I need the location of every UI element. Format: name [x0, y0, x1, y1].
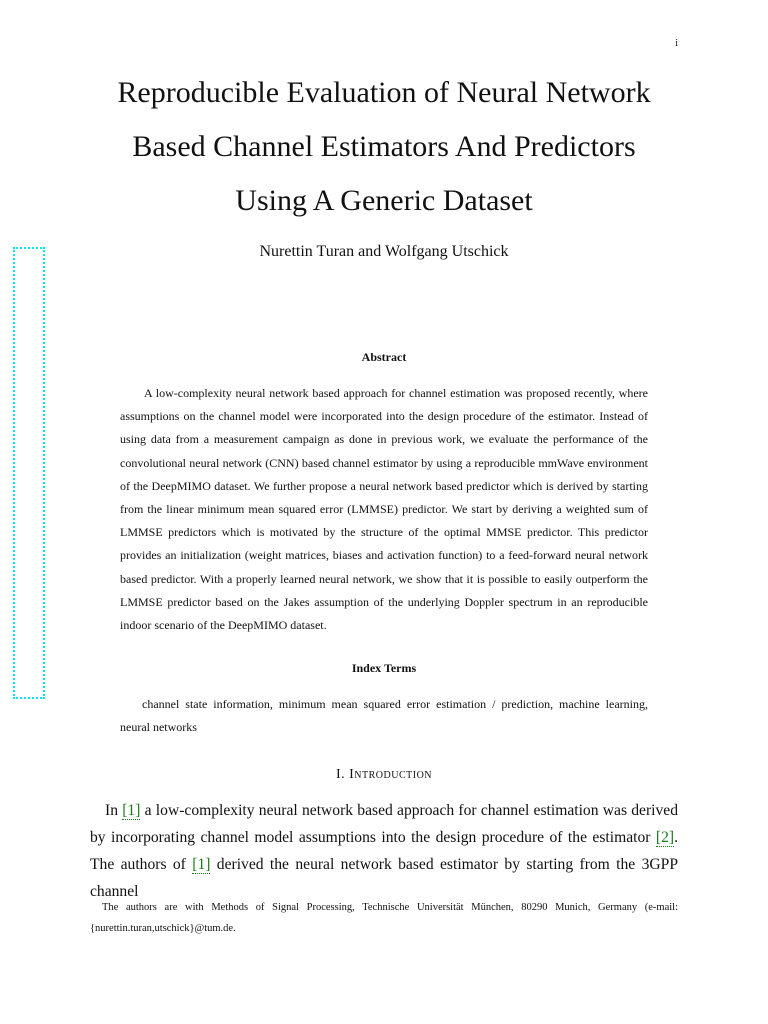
- title-line-2: Based Channel Estimators And Predictors: [132, 130, 636, 163]
- citation-link[interactable]: [1]: [192, 856, 211, 873]
- introduction-paragraph: [90, 797, 678, 905]
- index-terms-text: channel state information, minimum mean squared error estimation / prediction, machine learning, neural networks: [120, 697, 648, 734]
- intro-text-segment: derived the neural network based estimator by starting from the 3GPP channel: [90, 856, 678, 900]
- intro-text-segment: a low-complexity neural network based approach for channel estimation was derived by incorporating channel model assumptions into the design procedure of the estimator: [90, 802, 678, 846]
- abstract-heading: Abstract: [361, 350, 407, 364]
- citation-link[interactable]: [1]: [122, 802, 141, 819]
- citation-link[interactable]: [2]: [655, 829, 675, 846]
- page-number: i: [675, 38, 678, 49]
- index-terms-heading: Index Terms: [351, 661, 417, 675]
- intro-text-segment: . The authors of: [90, 829, 678, 873]
- title-line-1: Reproducible Evaluation of Neural Network: [117, 76, 651, 109]
- authors: Nurettin Turan and Wolfgang Utschick: [259, 243, 509, 260]
- section-heading-introduction: I. Introduction: [335, 767, 433, 782]
- intro-text-segment: In: [105, 802, 123, 819]
- author-footnote: The authors are with Methods of Signal Processing, Technische Universität München, 80290 Munich, Germany (e-mail: {nurettin.turan,utschick}@tum.de.: [90, 902, 678, 934]
- arxiv-stamp-frame: [13, 247, 45, 699]
- abstract-text: A low-complexity neural network based approach for channel estimation was proposed recently, where assumptions on the channel model were incorporated into the design procedure of the estimator. Instead of using data from a measurement campaign as done in previous work, we evaluate the performance of the convolutional neural network (CNN) based channel estimator by using a reproducible mmWave environment of the DeepMIMO dataset. We further propose a neural network based predictor which is derived by starting from the linear minimum mean squared error (LMMSE) predictor. We start by deriving a weighted sum of LMMSE predictors which is motivated by the structure of the optimal MMSE predictor. This predictor provides an initialization (weight matrices, biases and activation function) to a feed-forward neural network based predictor. With a properly learned neural network, we show that it is possible to easily outperform the LMMSE predictor based on the Jakes assumption of the underlying Doppler spectrum in an reproducible indoor scenario of the DeepMIMO dataset.: [120, 386, 648, 633]
- title-line-3: Using A Generic Dataset: [235, 184, 533, 217]
- paper-title: [70, 66, 698, 228]
